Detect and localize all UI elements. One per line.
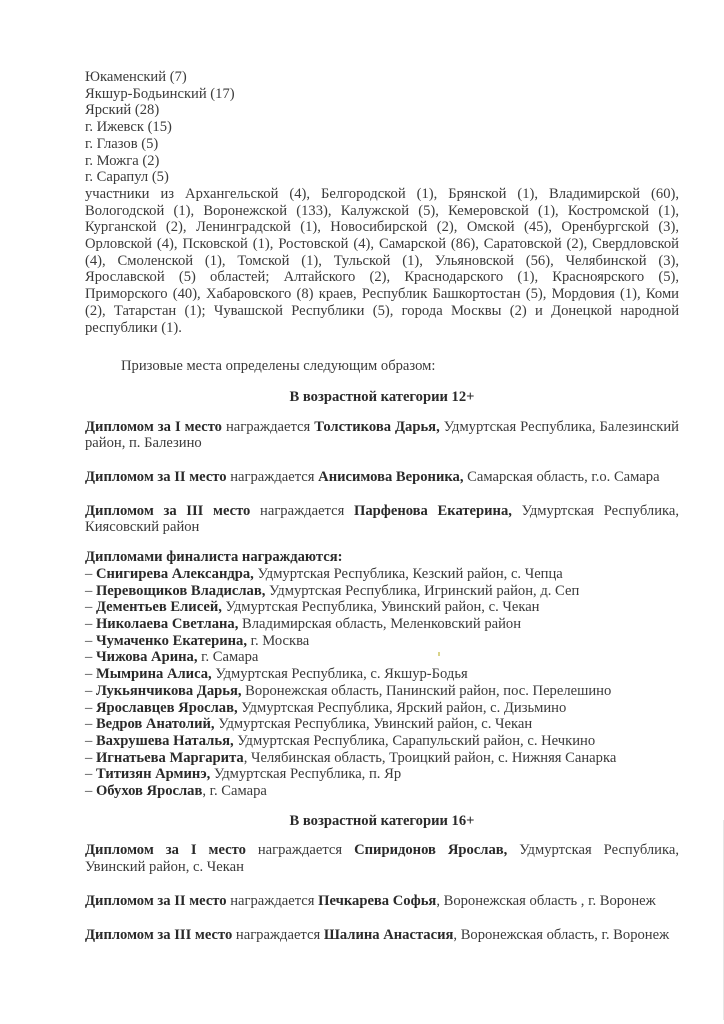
participants-line: (2), Татарстан (1); Чувашской Республики (5), города Москвы (2) и Донецкой народной — [85, 302, 679, 319]
finalist-item — [85, 716, 679, 733]
award-entry — [85, 893, 679, 910]
award-verb: награждается — [226, 469, 319, 486]
finalist-item — [85, 683, 679, 700]
category-16-heading: В возрастной категории 16+ — [289, 812, 475, 829]
district-item: г. Можга (2) — [85, 152, 160, 169]
finalist-location: Удмуртская Республика, с. Якшур-Бодья — [211, 666, 468, 683]
awardee-location: Удмуртская Республика, — [507, 842, 679, 859]
finalist-location: Воронежская область, Панинский район, пос. Перелешино — [241, 682, 612, 699]
finalist-location: Удмуртская Республика, Увинский район, с. Чекан — [221, 599, 540, 616]
finalists-heading: Дипломами финалиста награждаются: — [85, 549, 343, 566]
finalist-location: Удмуртская Республика, п. Яр — [210, 766, 402, 783]
dash: – — [85, 632, 96, 649]
category-16-awards — [85, 842, 679, 943]
category-12-heading: В возрастной категории 12+ — [289, 388, 475, 405]
award-verb: награждается — [232, 926, 324, 943]
finalist-location: Удмуртская Республика, Сарапульский район, с. Нечкино — [233, 732, 596, 749]
finalist-name: Чижова Арина, — [95, 649, 198, 666]
awardee-location: Самарская область, г.о. Самара — [463, 469, 660, 486]
finalist-name: Снигирева Александра, — [95, 565, 254, 582]
finalist-location: г. Москва — [246, 632, 310, 649]
dash: – — [85, 766, 96, 783]
awardee-name: Толстикова Дарья, — [314, 418, 440, 435]
awardee-name: Печкарева Софья — [318, 892, 437, 909]
district-item: г. Сарапул (5) — [85, 169, 169, 186]
finalist-item — [85, 616, 679, 633]
participants-paragraph — [85, 186, 679, 336]
finalist-item — [85, 733, 679, 750]
finalist-item — [85, 700, 679, 717]
awardee-location: , Воронежская область, г. Воронеж — [453, 926, 670, 943]
finalist-item — [85, 750, 679, 767]
district-list — [85, 69, 679, 186]
finalist-name: Мымрина Алиса, — [95, 666, 212, 683]
dash: – — [85, 649, 96, 666]
document-body — [85, 69, 679, 943]
award-label: Дипломом за II место — [85, 892, 227, 909]
awardee-location-cont: Киясовский район — [85, 519, 200, 536]
finalist-name: Обухов Ярослав — [95, 783, 203, 800]
award-entry — [85, 927, 679, 944]
participants-line: Вологодской (1), Воронежской (133), Калужской (5), Кемеровской (1), Костромской (1), — [85, 202, 679, 219]
awardee-name: Анисимова Вероника, — [318, 469, 464, 486]
district-item: Якшур-Бодьинский (17) — [85, 85, 235, 102]
finalists-list — [85, 566, 679, 800]
finalist-name: Перевощиков Владислав, — [95, 582, 266, 599]
award-label: Дипломом за III место — [85, 502, 251, 519]
dash: – — [85, 699, 96, 716]
finalist-location: , г. Самара — [202, 783, 267, 800]
finalist-location: г. Самара — [197, 649, 259, 666]
dash: – — [85, 565, 96, 582]
finalist-name: Ведров Анатолий, — [95, 716, 215, 733]
finalist-name: Николаева Светлана, — [95, 615, 239, 632]
participants-line: (4), Смоленской (1), Томской (1), Тульской (1), Ульяновской (56), Челябинской (3), — [85, 252, 679, 269]
award-label: Дипломом за I место — [85, 418, 222, 435]
finalist-name: Чумаченко Екатерина, — [95, 632, 247, 649]
finalist-name: Лукьянчикова Дарья, — [95, 682, 242, 699]
dash: – — [85, 599, 96, 616]
district-item: г. Глазов (5) — [85, 135, 159, 152]
finalist-location: Владимирская область, Меленковский район — [238, 615, 522, 632]
award-label: Дипломом за I место — [85, 842, 246, 859]
finalist-item — [85, 666, 679, 683]
awardee-name: Парфенова Екатерина, — [353, 502, 512, 519]
finalist-name: Вахрушева Наталья, — [95, 732, 234, 749]
finalist-name: Игнатьева Маргарита — [95, 749, 244, 766]
finalist-item — [85, 783, 679, 800]
award-entry — [85, 503, 679, 536]
finalist-item — [85, 599, 679, 616]
participants-line: республики (1). — [85, 319, 182, 336]
dash: – — [85, 783, 96, 800]
award-label: Дипломом за III место — [85, 926, 233, 943]
finalist-item — [85, 649, 679, 666]
award-verb: награждается — [226, 892, 319, 909]
awardee-location: Удмуртская Республика, — [511, 502, 679, 519]
finalist-item — [85, 566, 679, 583]
dash: – — [85, 716, 96, 733]
finalist-item — [85, 633, 679, 650]
finalist-name: Ярославцев Ярослав, — [95, 699, 238, 716]
awardee-name: Спиридонов Ярослав, — [354, 842, 508, 859]
award-verb: награждается — [221, 418, 315, 435]
dash: – — [85, 582, 96, 599]
finalist-location: Удмуртская Республика, Игринский район, д. Сеп — [265, 582, 580, 599]
scan-speck — [438, 652, 440, 656]
dash: – — [85, 666, 96, 683]
dash: – — [85, 682, 96, 699]
participants-line: Ярославской (5) областей; Алтайского (2), Краснодарского (1), Красноярского (5), — [85, 269, 679, 286]
award-label: Дипломом за II место — [85, 469, 227, 486]
finalist-location: Удмуртская Республика, Ярский район, с. Дизьмино — [237, 699, 567, 716]
finalist-item — [85, 583, 679, 600]
awardee-location: Удмуртская Республика, Балезинский — [439, 418, 679, 435]
district-item: г. Ижевск (15) — [85, 119, 172, 136]
dash: – — [85, 749, 96, 766]
dash: – — [85, 615, 96, 632]
finalist-location: Удмуртская Республика, Кезский район, с. Чепца — [253, 565, 563, 582]
awardee-name: Шалина Анастасия — [323, 926, 454, 943]
finalist-location: Удмуртская Республика, Увинский район, с. Чекан — [214, 716, 533, 733]
award-verb: награждается — [245, 842, 355, 859]
finalist-item — [85, 766, 679, 783]
participants-line: участники из Архангельской (4), Белгородской (1), Брянской (1), Владимирской (60), — [85, 185, 679, 202]
award-entry — [85, 842, 679, 875]
district-item: Ярский (28) — [85, 102, 160, 119]
award-entry — [85, 419, 679, 452]
award-verb: награждается — [250, 502, 354, 519]
participants-line: Орловской (4), Псковской (1), Ростовской (4), Самарской (86), Саратовской (2), Свердловской — [85, 236, 679, 253]
award-entry — [85, 469, 679, 486]
district-item: Юкаменский (7) — [85, 69, 187, 85]
finalist-name: Дементьев Елисей, — [95, 599, 222, 616]
finalist-location: , Челябинская область, Троицкий район, с. Нижняя Санарка — [243, 749, 617, 766]
prizes-intro: Призовые места определены следующим образом: — [121, 358, 436, 375]
awardee-location-cont: Увинский район, с. Чекан — [85, 859, 244, 876]
finalist-name: Титизян Арминэ, — [95, 766, 211, 783]
dash: – — [85, 732, 96, 749]
participants-line: Курганской (2), Ленинградской (1), Новосибирской (2), Омской (45), Оренбургской (3), — [85, 219, 679, 236]
awardee-location: , Воронежская область , г. Воронеж — [436, 892, 656, 909]
participants-line: Приморского (40), Хабаровского (8) краев, Республик Башкортостан (5), Мордовия (1), Коми — [85, 286, 679, 303]
awardee-location-cont: район, п. Балезино — [85, 435, 202, 452]
category-12-awards — [85, 419, 679, 537]
